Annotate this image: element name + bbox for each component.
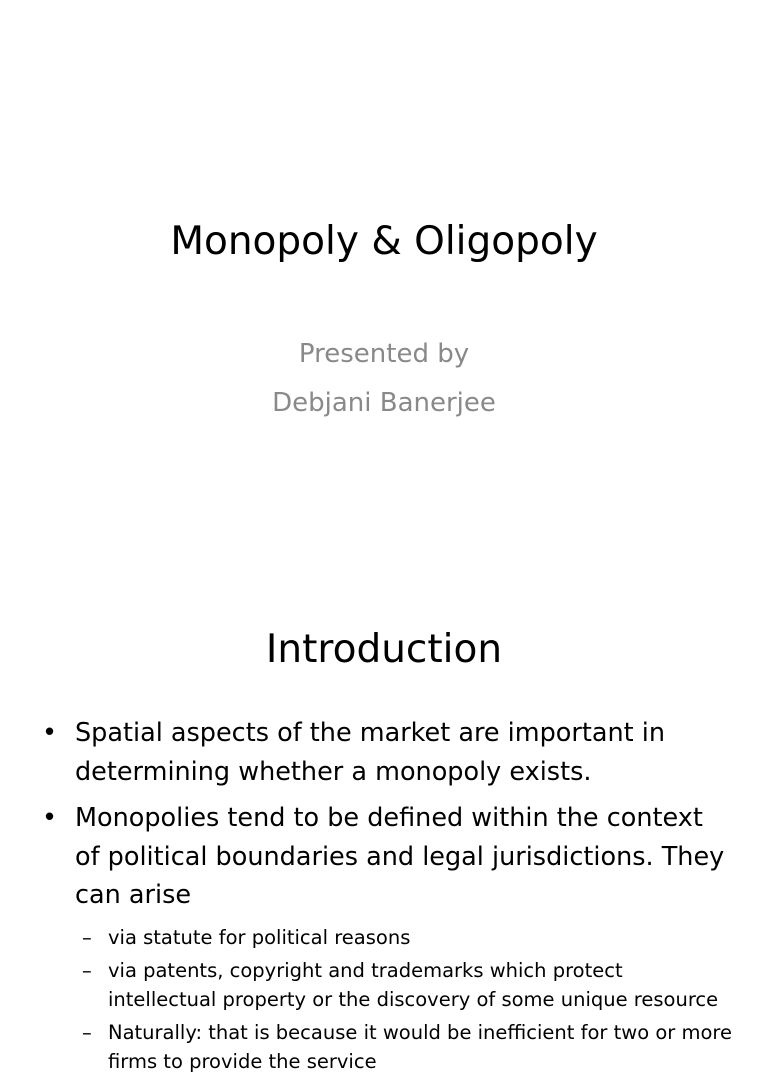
- slide-content: [0, 714, 768, 1080]
- subtitle-presented-by: Presented by: [298, 339, 470, 369]
- subtitle-author: Debjani Banerjee: [272, 388, 496, 418]
- sub-bullet-item: [0, 956, 768, 1014]
- bullet-text: Monopolies tend to be defined within the context of political boundaries and legal jurisdictions. They can arise: [75, 803, 725, 910]
- slide-title: Introduction: [265, 627, 503, 672]
- sub-bullet-text: via patents, copyright and trademarks which protect intellectual property or the discovery of some unique resource: [108, 958, 719, 1011]
- sub-bullet-item: [0, 1018, 768, 1076]
- slide-title: Monopoly & Oligopoly: [170, 219, 598, 264]
- sub-bullet-text: Naturally: that is because it would be inefficient for two or more firms to provide the service: [108, 1020, 732, 1073]
- sub-bullet-marker: –: [82, 925, 92, 949]
- sub-bullet-text: via statute for political reasons: [108, 925, 411, 949]
- sub-bullet-marker: –: [82, 958, 92, 982]
- sub-bullet-marker: –: [82, 1020, 92, 1044]
- introduction-slide: [0, 576, 768, 1073]
- slide-subtitle: [0, 330, 768, 428]
- bullet-marker: •: [42, 803, 58, 833]
- bullet-marker: •: [42, 718, 58, 748]
- bullet-item: [0, 714, 768, 791]
- bullet-text: Spatial aspects of the market are important in determining whether a monopoly exists.: [75, 718, 666, 787]
- sub-bullet-item: [0, 923, 768, 952]
- bullet-item: [0, 799, 768, 915]
